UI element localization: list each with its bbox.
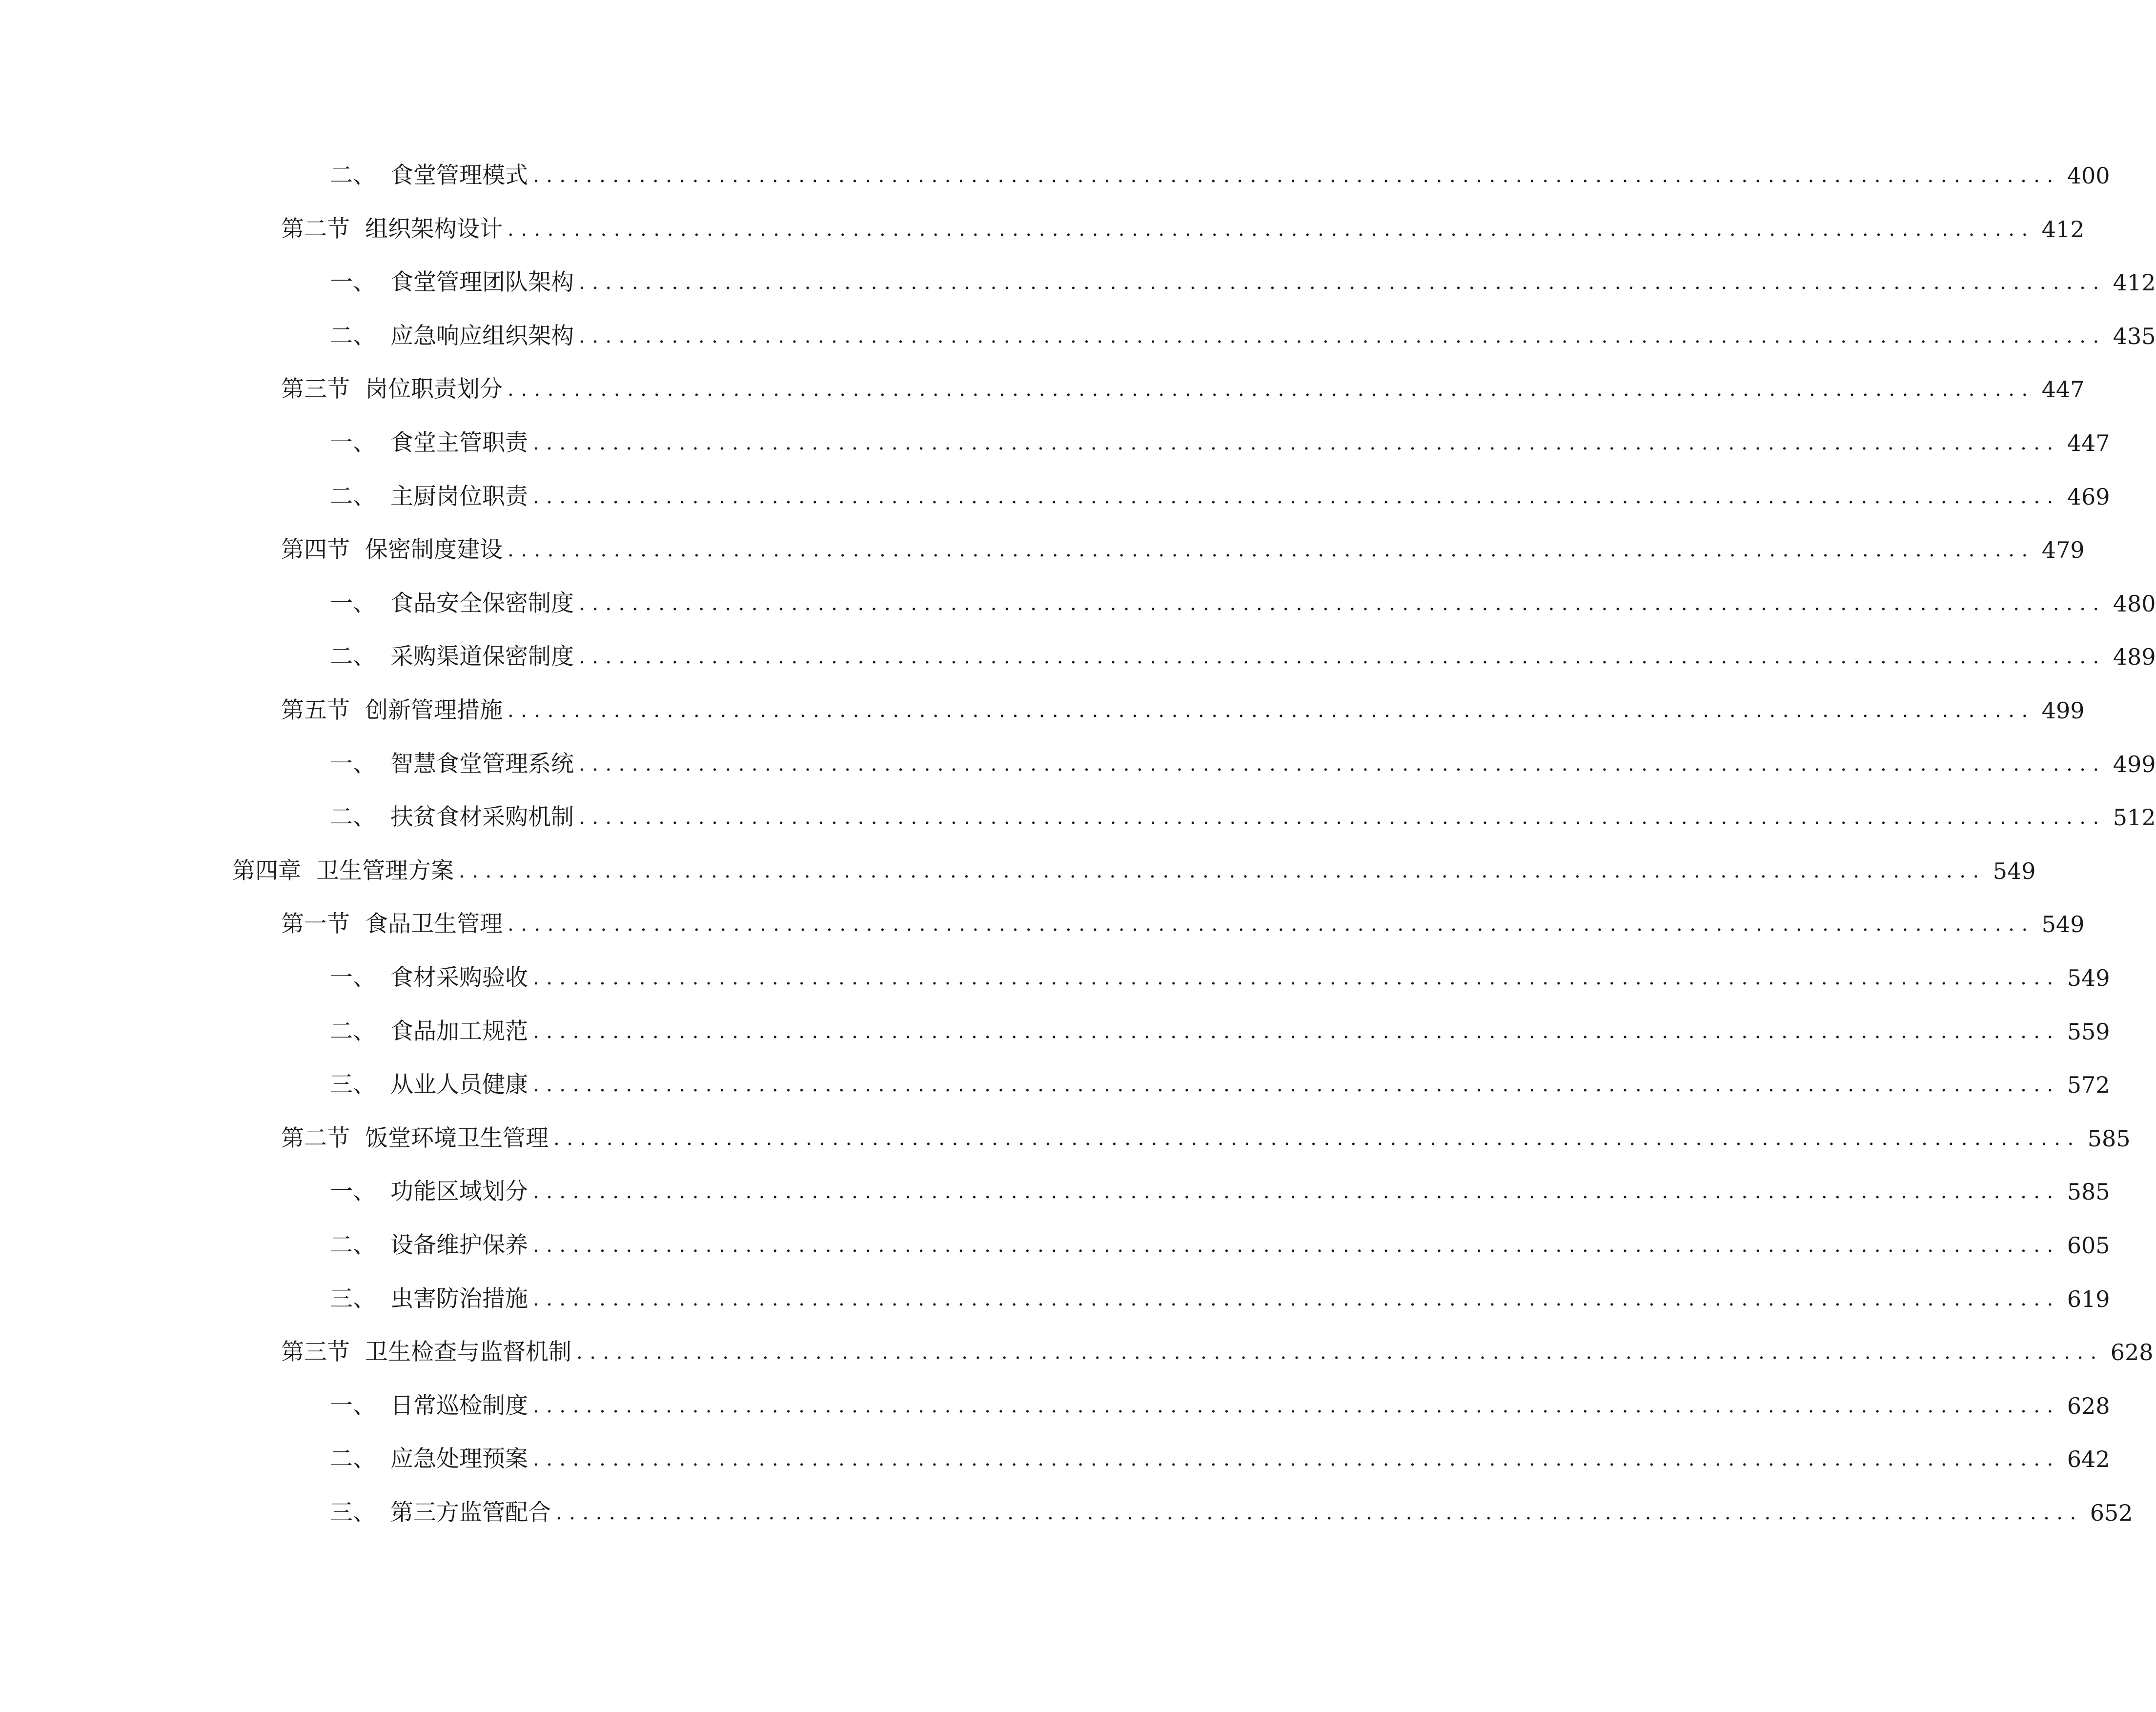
toc-entry-title: 应急响应组织架构 bbox=[390, 323, 574, 349]
toc-entry-item[interactable] bbox=[330, 579, 2156, 618]
toc-leader-dots: ................................................................................................................... bbox=[579, 646, 2106, 668]
toc-entry-title: 岗位职责划分 bbox=[365, 376, 503, 403]
toc-entry-chapter[interactable] bbox=[232, 847, 2036, 886]
toc-entry-section[interactable] bbox=[281, 365, 2085, 404]
toc-entry-title: 卫生管理方案 bbox=[316, 857, 454, 884]
toc-entry-item[interactable] bbox=[330, 1435, 2110, 1474]
toc-page-number: 479 bbox=[2041, 537, 2085, 563]
toc-entry-title: 食材采购验收 bbox=[390, 964, 528, 991]
toc-page-number: 549 bbox=[1993, 858, 2036, 884]
toc-entry-number: 二、 bbox=[330, 162, 376, 189]
toc-page-number: 499 bbox=[2041, 697, 2085, 724]
toc-entry-title: 卫生检查与监督机制 bbox=[365, 1339, 571, 1366]
toc-page-number: 585 bbox=[2067, 1179, 2110, 1205]
toc-leader-dots: ................................................................................................................... bbox=[508, 378, 2035, 401]
toc-leader-dots: ................................................................................................................... bbox=[533, 1234, 2060, 1257]
toc-leader-dots: ................................................................................................................... bbox=[533, 1181, 2060, 1203]
toc-leader-dots: ................................................................................................................... bbox=[508, 218, 2035, 241]
toc-entry-title: 扶贫食材采购机制 bbox=[390, 804, 574, 831]
toc-entry-title: 主厨岗位职责 bbox=[390, 483, 528, 510]
toc-entry-number: 三、 bbox=[330, 1285, 376, 1312]
toc-entry-title: 食堂管理团队架构 bbox=[390, 269, 574, 296]
toc-entry-title: 食品加工规范 bbox=[390, 1018, 528, 1045]
toc-page-number: 549 bbox=[2041, 911, 2085, 938]
toc-entry-title: 食堂管理模式 bbox=[390, 162, 528, 189]
toc-page-number: 469 bbox=[2067, 484, 2110, 510]
toc-entry-item[interactable] bbox=[330, 258, 2156, 297]
toc-entry-item[interactable] bbox=[330, 151, 2110, 190]
toc-entry-item[interactable] bbox=[330, 1060, 2110, 1100]
toc-page-number: 447 bbox=[2067, 430, 2110, 456]
toc-entry-number: 一、 bbox=[330, 269, 376, 296]
toc-leader-dots: ................................................................................................................... bbox=[579, 271, 2106, 294]
toc-entry-number: 三、 bbox=[330, 1071, 376, 1098]
toc-entry-item[interactable] bbox=[330, 632, 2156, 672]
toc-entry-number: 第二节 bbox=[281, 216, 350, 243]
toc-page-number: 435 bbox=[2113, 323, 2156, 349]
toc-page-number: 499 bbox=[2113, 751, 2156, 777]
toc-page-number: 619 bbox=[2067, 1286, 2110, 1312]
toc-entry-title: 虫害防治措施 bbox=[390, 1285, 528, 1312]
toc-leader-dots: ................................................................................................................... bbox=[533, 1395, 2060, 1417]
toc-leader-dots: ................................................................................................................... bbox=[533, 164, 2060, 187]
toc-leader-dots: ................................................................................................................... bbox=[533, 1020, 2060, 1043]
toc-leader-dots: ................................................................................................................... bbox=[533, 1074, 2060, 1096]
toc-entry-item[interactable] bbox=[330, 472, 2110, 511]
toc-leader-dots: ................................................................................................................... bbox=[553, 1127, 2081, 1150]
toc-leader-dots: ................................................................................................................... bbox=[508, 699, 2035, 722]
toc-entry-number: 二、 bbox=[330, 1018, 376, 1045]
toc-entry-item[interactable] bbox=[330, 1007, 2110, 1046]
toc-entry-title: 保密制度建设 bbox=[365, 536, 503, 563]
toc-entry-number: 二、 bbox=[330, 804, 376, 831]
toc-entry-number: 二、 bbox=[330, 1232, 376, 1259]
toc-leader-dots: ................................................................................................................... bbox=[533, 432, 2060, 454]
toc-entry-item[interactable] bbox=[330, 312, 2156, 351]
toc-entry-title: 食堂主管职责 bbox=[390, 429, 528, 456]
toc-entry-number: 二、 bbox=[330, 1446, 376, 1472]
toc-entry-title: 从业人员健康 bbox=[390, 1071, 528, 1098]
toc-leader-dots: ................................................................................................................... bbox=[533, 1448, 2060, 1470]
toc-entry-item[interactable] bbox=[330, 1167, 2110, 1206]
toc-entry-title: 第三方监管配合 bbox=[390, 1499, 551, 1526]
toc-entry-number: 第四节 bbox=[281, 536, 350, 563]
toc-entry-title: 创新管理措施 bbox=[365, 697, 503, 724]
toc-page-number: 489 bbox=[2113, 644, 2156, 670]
toc-entry-number: 二、 bbox=[330, 483, 376, 510]
toc-entry-item[interactable] bbox=[330, 1488, 2133, 1528]
toc-entry-section[interactable] bbox=[281, 1328, 2154, 1367]
toc-entry-number: 一、 bbox=[330, 964, 376, 991]
toc-entry-number: 一、 bbox=[330, 590, 376, 617]
toc-entry-number: 第一节 bbox=[281, 911, 350, 938]
toc-leader-dots: ................................................................................................................... bbox=[576, 1341, 2104, 1364]
toc-entry-title: 食品安全保密制度 bbox=[390, 590, 574, 617]
toc-page-number: 549 bbox=[2067, 965, 2110, 991]
toc-page-number: 412 bbox=[2041, 216, 2085, 243]
toc-entry-number: 第五节 bbox=[281, 697, 350, 724]
toc-entry-number: 第二节 bbox=[281, 1125, 350, 1152]
toc-leader-dots: ................................................................................................................... bbox=[579, 592, 2106, 615]
toc-entry-title: 组织架构设计 bbox=[365, 216, 503, 243]
toc-entry-number: 第三节 bbox=[281, 1339, 350, 1366]
toc-entry-number: 三、 bbox=[330, 1499, 376, 1526]
toc-entry-item[interactable] bbox=[330, 419, 2110, 458]
toc-page-number: 447 bbox=[2041, 376, 2085, 403]
toc-page-number: 628 bbox=[2067, 1393, 2110, 1419]
toc-page-number: 400 bbox=[2067, 163, 2110, 189]
toc-leader-dots: ................................................................................................................... bbox=[459, 860, 1986, 882]
toc-entry-title: 功能区域划分 bbox=[390, 1178, 528, 1205]
toc-entry-title: 食品卫生管理 bbox=[365, 911, 503, 938]
toc-entry-number: 一、 bbox=[330, 429, 376, 456]
toc-page-number: 628 bbox=[2110, 1339, 2154, 1366]
toc-leader-dots: ................................................................................................................... bbox=[533, 967, 2060, 989]
toc-entry-title: 饭堂环境卫生管理 bbox=[365, 1125, 549, 1152]
toc-entry-item[interactable] bbox=[330, 954, 2110, 993]
toc-leader-dots: ................................................................................................................... bbox=[579, 325, 2106, 347]
toc-page-number: 572 bbox=[2067, 1072, 2110, 1098]
toc-entry-number: 第四章 bbox=[232, 857, 301, 884]
toc-entry-section[interactable] bbox=[281, 686, 2085, 725]
toc-entry-item[interactable] bbox=[330, 740, 2156, 779]
toc-entry-section[interactable] bbox=[281, 1114, 2131, 1153]
toc-entry-section[interactable] bbox=[281, 900, 2085, 939]
toc-entry-section[interactable] bbox=[281, 205, 2085, 244]
toc-entry-number: 一、 bbox=[330, 1392, 376, 1419]
toc-page-number: 605 bbox=[2067, 1232, 2110, 1259]
toc-page-number: 412 bbox=[2113, 269, 2156, 296]
toc-entry-section[interactable] bbox=[281, 526, 2085, 565]
toc-leader-dots: ................................................................................................................... bbox=[556, 1502, 2083, 1524]
toc-entry-number: 二、 bbox=[330, 643, 376, 670]
toc-leader-dots: ................................................................................................................... bbox=[579, 753, 2106, 775]
toc-leader-dots: ................................................................................................................... bbox=[508, 539, 2035, 561]
toc-entry-item[interactable] bbox=[330, 1275, 2110, 1314]
toc-entry-item[interactable] bbox=[330, 1382, 2110, 1421]
toc-page-number: 512 bbox=[2113, 804, 2156, 831]
toc-entry-number: 一、 bbox=[330, 1178, 376, 1205]
toc-entry-title: 日常巡检制度 bbox=[390, 1392, 528, 1419]
toc-leader-dots: ................................................................................................................... bbox=[579, 806, 2106, 829]
toc-leader-dots: ................................................................................................................... bbox=[533, 1288, 2060, 1310]
toc-entry-title: 采购渠道保密制度 bbox=[390, 643, 574, 670]
toc-entry-number: 二、 bbox=[330, 323, 376, 349]
toc-leader-dots: ................................................................................................................... bbox=[533, 486, 2060, 508]
toc-entry-item[interactable] bbox=[330, 1221, 2110, 1260]
toc-page-number: 642 bbox=[2067, 1446, 2110, 1472]
toc-leader-dots: ................................................................................................................... bbox=[508, 913, 2035, 936]
toc-entry-title: 应急处理预案 bbox=[390, 1446, 528, 1472]
toc-entry-number: 第三节 bbox=[281, 376, 350, 403]
toc-entry-item[interactable] bbox=[330, 793, 2156, 832]
toc-entry-title: 智慧食堂管理系统 bbox=[390, 751, 574, 777]
toc-page-number: 585 bbox=[2087, 1125, 2131, 1152]
toc-page-number: 652 bbox=[2090, 1500, 2133, 1526]
toc-entry-title: 设备维护保养 bbox=[390, 1232, 528, 1259]
toc-page-number: 559 bbox=[2067, 1019, 2110, 1045]
toc-entry-number: 一、 bbox=[330, 751, 376, 777]
toc-page-number: 480 bbox=[2113, 591, 2156, 617]
